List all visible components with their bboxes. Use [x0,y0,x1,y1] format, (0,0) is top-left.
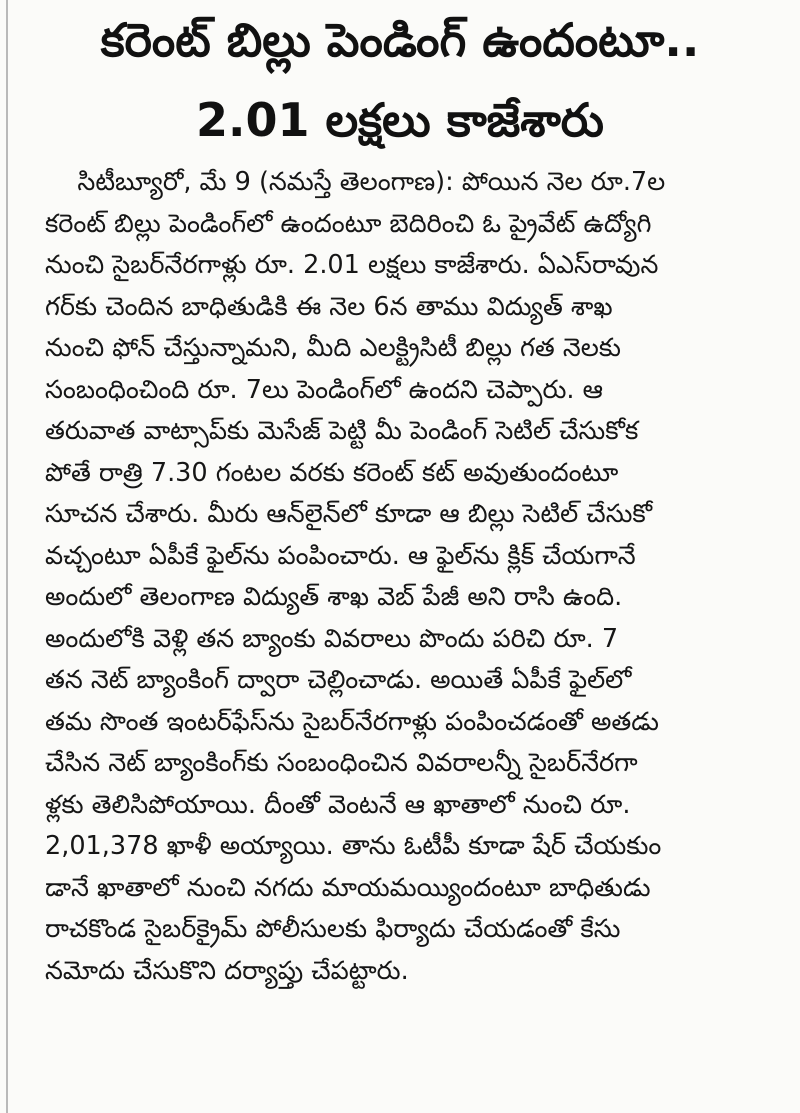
body-line: పోతే రాత్రి 7.30 గంటల వరకు కరెంట్ కట్ అవుతుందంటూ [45,457,619,488]
body-line: 2,01,378 ఖాళీ అయ్యాయి. తాను ఓటీపీ కూడా షేర్ చేయకుం [45,831,662,861]
body-line: వచ్చంటూ ఏపీకే ఫైల్‌ను పంపించారు. ఆ ఫైల్‌ను క్లిక్ చేయగానే [45,540,636,571]
body-line: సూచన చేశారు. మీరు ఆన్‌లైన్‌లో కూడా ఆ బిల్లు సెటిల్ చేసుకో [45,499,653,529]
body-line: ళ్లకు తెలిసిపోయాయి. దీంతో వెంటనే ఆ ఖాతాలో నుంచి రూ. [45,789,631,820]
body-line: నమోదు చేసుకొని దర్యాప్తు చేపట్టారు. [45,955,409,986]
column-divider [6,0,8,1113]
body-line: తమ సొంత ఇంటర్‌ఫేస్‌ను సైబర్‌నేరగాళ్లు పంపించడంతో అతడు [45,706,659,737]
body-line: సంబంధించింది రూ. 7లు పెండింగ్‌లో ఉందని చెప్పారు. ఆ [45,374,603,405]
headline-line-2: 2.01 లక్షలు కాజేశారు [196,93,604,147]
body-line: తన నెట్ బ్యాంకింగ్ ద్వారా చెల్లించాడు. అయితే ఏపీకే ఫైల్‌లో [45,665,632,695]
body-line: రాచకొండ సైబర్‌క్రైమ్ పోలీసులకు ఫిర్యాదు చేయడంతో కేసు [45,914,621,944]
body-line: చేసిన నెట్ బ్యాంకింగ్‌కు సంబంధించిన వివరాలన్నీ సైబర్‌నేరగా [45,748,638,778]
body-line: అందులో తెలంగాణ విద్యుత్ శాఖ వెబ్ పేజీ అని రాసి ఉంది. [45,582,623,612]
headline-line-1: కరెంట్ బిల్లు పెండింగ్ ఉందంటూ.. [100,13,700,67]
article-body [45,162,785,992]
body-line: గర్‌కు చెందిన బాధితుడికి ఈ నెల 6న తాము విద్యుత్ శాఖ [45,291,613,322]
body-line: నుంచి సైబర్‌నేరగాళ్లు రూ. 2.01 లక్షలు కాజేశారు. ఏఎస్‌రావున [45,250,659,280]
body-line: సిటీబ్యూరో, మే 9 (నమస్తే తెలంగాణ): పోయిన నెల రూ.7ల [45,167,666,197]
body-line: డానే ఖాతాలో నుంచి నగదు మాయమయ్యిందంటూ బాధితుడు [45,872,651,903]
body-line: నుంచి ఫోన్ చేస్తున్నామని, మీది ఎలక్ట్రిసిటీ బిల్లు గత నెలకు [45,333,621,363]
body-line: కరెంట్ బిల్లు పెండింగ్‌లో ఉందంటూ బెదిరించి ఓ ప్రైవేట్ ఉద్యోగి [45,208,652,239]
body-line: అందులోకి వెళ్లి తన బ్యాంకు వివరాలు పొందు పరిచి రూ. 7 [45,623,619,654]
body-line: తరువాత వాట్సాప్‌కు మెసేజ్ పెట్టి మీ పెండింగ్ సెటిల్ చేసుకోక [45,416,639,446]
